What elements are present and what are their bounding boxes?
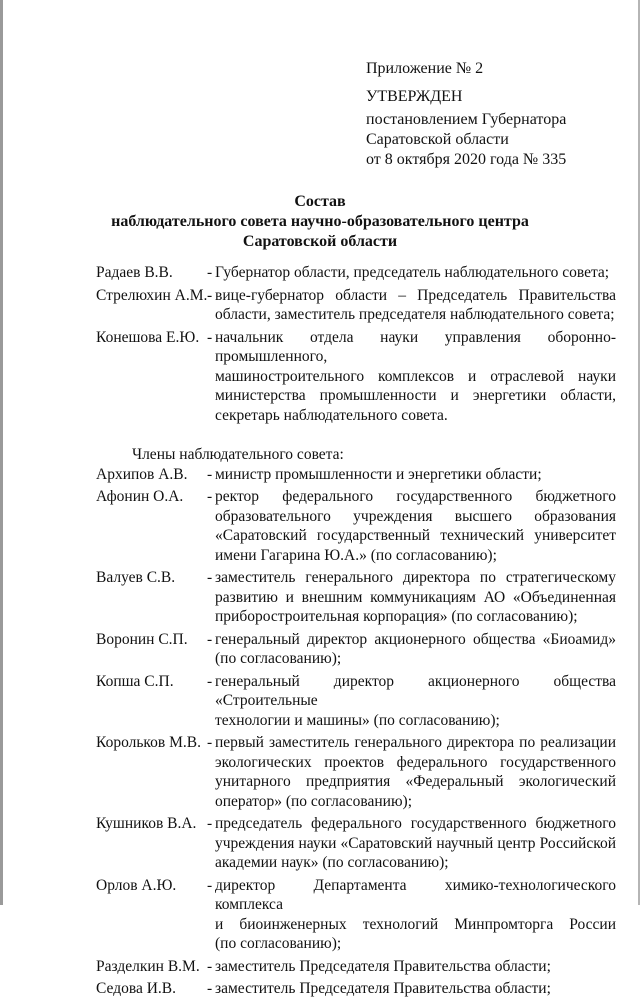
position-description [215,465,616,485]
description-line: министерства промышленности и энергетики области, [215,387,616,404]
list-item [96,957,616,977]
description-line: учреждения науки «Саратовский научный центр Российской [215,834,616,852]
description-line: технологии и машины» (по согласованию); [215,711,500,729]
description-line: унитарного предприятия «Федеральный экологический [215,773,616,790]
position-description [215,630,616,669]
list-item [96,465,616,485]
list-item [96,286,616,325]
list-item [96,568,616,627]
dash-separator: - [207,286,213,304]
position-description [215,979,616,999]
person-name: Радаев В.В. [96,264,173,281]
description-line: секретарь наблюдательного совета. [215,406,448,424]
list-item [96,672,616,731]
position-description [215,733,616,811]
list-item [96,876,616,954]
description-line: председатель федерального государственного бюджетного [215,815,616,832]
person-name: Архипов А.В. [96,465,188,483]
position-description [215,568,616,627]
person-name: Валуев С.В. [96,569,176,586]
description-line: заместитель Председателя Правительства области; [215,957,551,975]
description-line: экологических проектов федерального государственного [215,753,616,771]
dash-separator: - [207,815,213,832]
description-line: заместитель генерального директора по стратегическому [215,569,616,586]
dash-separator: - [207,672,213,690]
position-description [215,672,616,731]
person-name: Корольков М.В. [96,734,201,751]
description-line: машиностроительного комплексов и отраслевой науки [215,367,616,385]
description-line: начальник отдела науки управления оборонно-промышленного, [215,328,616,365]
person-name: Копша С.П. [96,672,174,690]
description-line: образовательного учреждения высшего образования [215,507,616,525]
approved-label: УТВЕРЖДЕН [366,88,463,105]
title-line-2: наблюдательного совета научно-образовательного центра [111,213,529,230]
members-heading: Члены наблюдательного совета: [132,446,344,463]
description-line: (по согласованию); [215,935,342,952]
description-line: имени Гагарина Ю.А.» (по согласованию); [215,546,497,564]
description-line: и биоинженерных технологий Минпромторга России [215,915,616,933]
composition-list [96,263,616,999]
description-line: (по согласованию); [215,650,342,667]
appendix-label: Приложение № 2 [366,60,484,77]
leadership-list [96,263,616,425]
position-description [215,328,616,426]
dash-separator: - [207,630,213,648]
approval-line-1: постановлением Губернатора [366,111,567,128]
person-name: Конешова Е.Ю. [96,328,200,346]
dash-separator: - [207,328,213,346]
list-item [96,263,616,283]
dash-separator: - [207,569,213,586]
person-name: Стрелюхин А.М. [96,286,208,304]
list-item [96,630,616,669]
person-name: Седова И.В. [96,980,176,997]
dash-separator: - [207,957,213,975]
person-name: Кушников В.А. [96,815,197,832]
person-name: Воронин С.П. [96,630,188,648]
position-description [215,814,616,873]
position-description [215,876,616,954]
title-line-1: Состав [294,193,346,210]
description-line: Губернатор области, председатель наблюдательного совета; [215,264,610,281]
description-line: генеральный директор акционерного общества «Строительные [215,672,616,709]
person-name: Разделкин В.М. [96,957,200,975]
scan-edge-left [0,0,3,905]
members-list [96,465,616,999]
position-description [215,487,616,565]
position-description [215,286,616,325]
description-line: оператор» (по согласованию); [215,792,413,810]
description-line: ректор федерального государственного бюджетного [215,488,616,505]
description-line: заместитель Председателя Правительства области; [215,980,551,997]
list-item [96,733,616,811]
dash-separator: - [207,980,213,997]
title-line-3: Саратовской области [242,233,398,250]
description-line: «Саратовский государственный технический университет [215,527,616,544]
description-line: первый заместитель генерального директора по реализации [215,734,616,751]
position-description [215,957,616,977]
description-line: вице-губернатор области – Председатель Правительства [215,286,616,304]
description-line: области, заместитель председателя наблюдательного совета; [215,306,615,323]
list-item [96,979,616,999]
description-line: приборостроительная корпорация» (по согласованию); [215,608,578,625]
document-title [0,192,640,252]
approval-line-2: Саратовской области [366,131,509,148]
dash-separator: - [207,876,213,894]
list-item [96,814,616,873]
list-item [96,328,616,426]
approval-stamp [366,59,616,170]
position-description [215,263,616,283]
description-line: академии наук» (по согласованию); [215,854,449,871]
dash-separator: - [207,264,213,281]
dash-separator: - [207,465,213,483]
description-line: директор Департамента химико-технологического комплекса [215,876,616,913]
description-line: генеральный директор акционерного общества «Биоамид» [215,630,616,648]
list-item [96,487,616,565]
dash-separator: - [207,488,213,505]
approval-line-3: от 8 октября 2020 года № 335 [366,151,567,168]
person-name: Афонин О.А. [96,488,184,505]
person-name: Орлов А.Ю. [96,876,177,894]
dash-separator: - [207,734,213,751]
description-line: развитию и внешним коммуникациям АО «Объединенная [215,588,616,606]
description-line: министр промышленности и энергетики области; [215,465,542,483]
